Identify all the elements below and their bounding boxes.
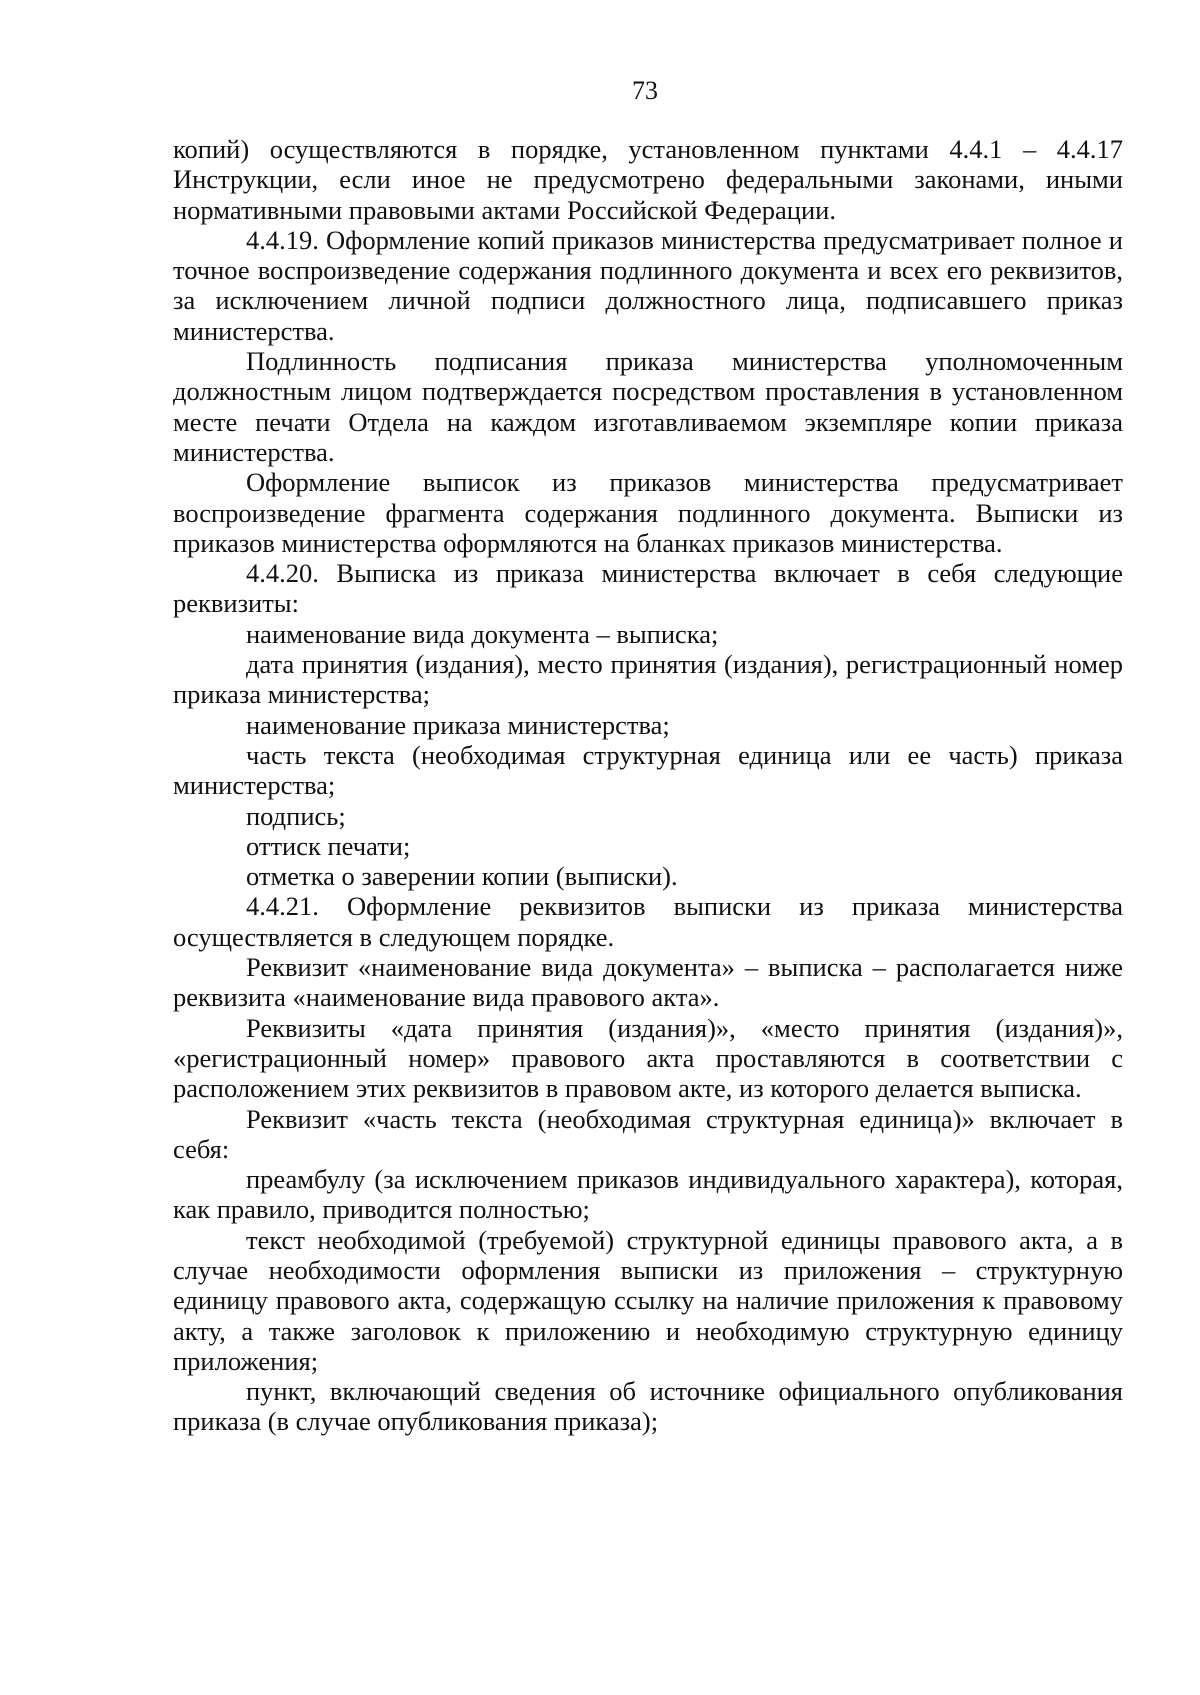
paragraph: Реквизит «наименование вида документа» – выписка – располагается ниже реквизита «наименование вида правового акта». — [173, 952, 1123, 1013]
list-item: наименование приказа министерства; — [246, 709, 670, 740]
paragraph: копий) осуществляются в порядке, установленном пунктами 4.4.1 – 4.4.17 Инструкции, если иное не предусмотрено федеральными законами, иными нормативными правовыми актами Российской Федерации. — [173, 134, 1123, 225]
list-item: наименование вида документа – выписка; — [246, 618, 719, 649]
paragraph: Реквизит «часть текста (необходимая структурная единица)» включает в себя: — [173, 1103, 1123, 1164]
paragraph-section-4-4-21: 4.4.21. Оформление реквизитов выписки из приказа министерства осуществляется в следующем порядке. — [173, 891, 1123, 952]
paragraph: Подлинность подписания приказа министерства уполномоченным должностным лицом подтверждается посредством проставления в установленном месте печати Отдела на каждом изготавливаемом экземпляре копии приказа министерства. — [173, 346, 1123, 467]
list-item: оттиск печати; — [246, 830, 411, 861]
document-body — [173, 134, 1123, 1437]
list-item: преамбулу (за исключением приказов индивидуального характера), которая, как правило, приводится полностью; — [173, 1164, 1123, 1225]
list-item: текст необходимой (требуемой) структурной единицы правового акта, а в случае необходимости оформления выписки из приложения – структурную единицу правового акта, содержащую ссылку на наличие приложения к правовому акту, а также заголовок к приложению и необходимую структурную единицу приложения; — [173, 1224, 1123, 1376]
list-item: дата принятия (издания), место принятия (издания), регистрационный номер приказа министерства; — [173, 649, 1123, 710]
list-item: часть текста (необходимая структурная единица или ее часть) приказа министерства; — [173, 739, 1123, 801]
list-item: пункт, включающий сведения об источнике официального опубликования приказа (в случае опубликования приказа); — [173, 1376, 1123, 1437]
list-item: подпись; — [246, 800, 346, 831]
list-item: отметка о заверении копии (выписки). — [246, 861, 678, 892]
paragraph: Реквизиты «дата принятия (издания)», «место принятия (издания)», «регистрационный номер» правового акта проставляются в соответствии с расположением этих реквизитов в правовом акте, из которого делается выписка. — [173, 1012, 1123, 1104]
page-number: 73 — [632, 76, 658, 105]
paragraph-section-4-4-19: 4.4.19. Оформление копий приказов министерства предусматривает полное и точное воспроизведение содержания подлинного документа и всех его реквизитов, за исключением личной подписи должностного лица, подписавшего приказ министерства. — [173, 224, 1123, 346]
paragraph: Оформление выписок из приказов министерства предусматривает воспроизведение фрагмента содержания подлинного документа. Выписки из приказов министерства оформляются на бланках приказов министерства. — [173, 467, 1123, 558]
paragraph-section-4-4-20: 4.4.20. Выписка из приказа министерства включает в себя следующие реквизиты: — [173, 558, 1123, 619]
